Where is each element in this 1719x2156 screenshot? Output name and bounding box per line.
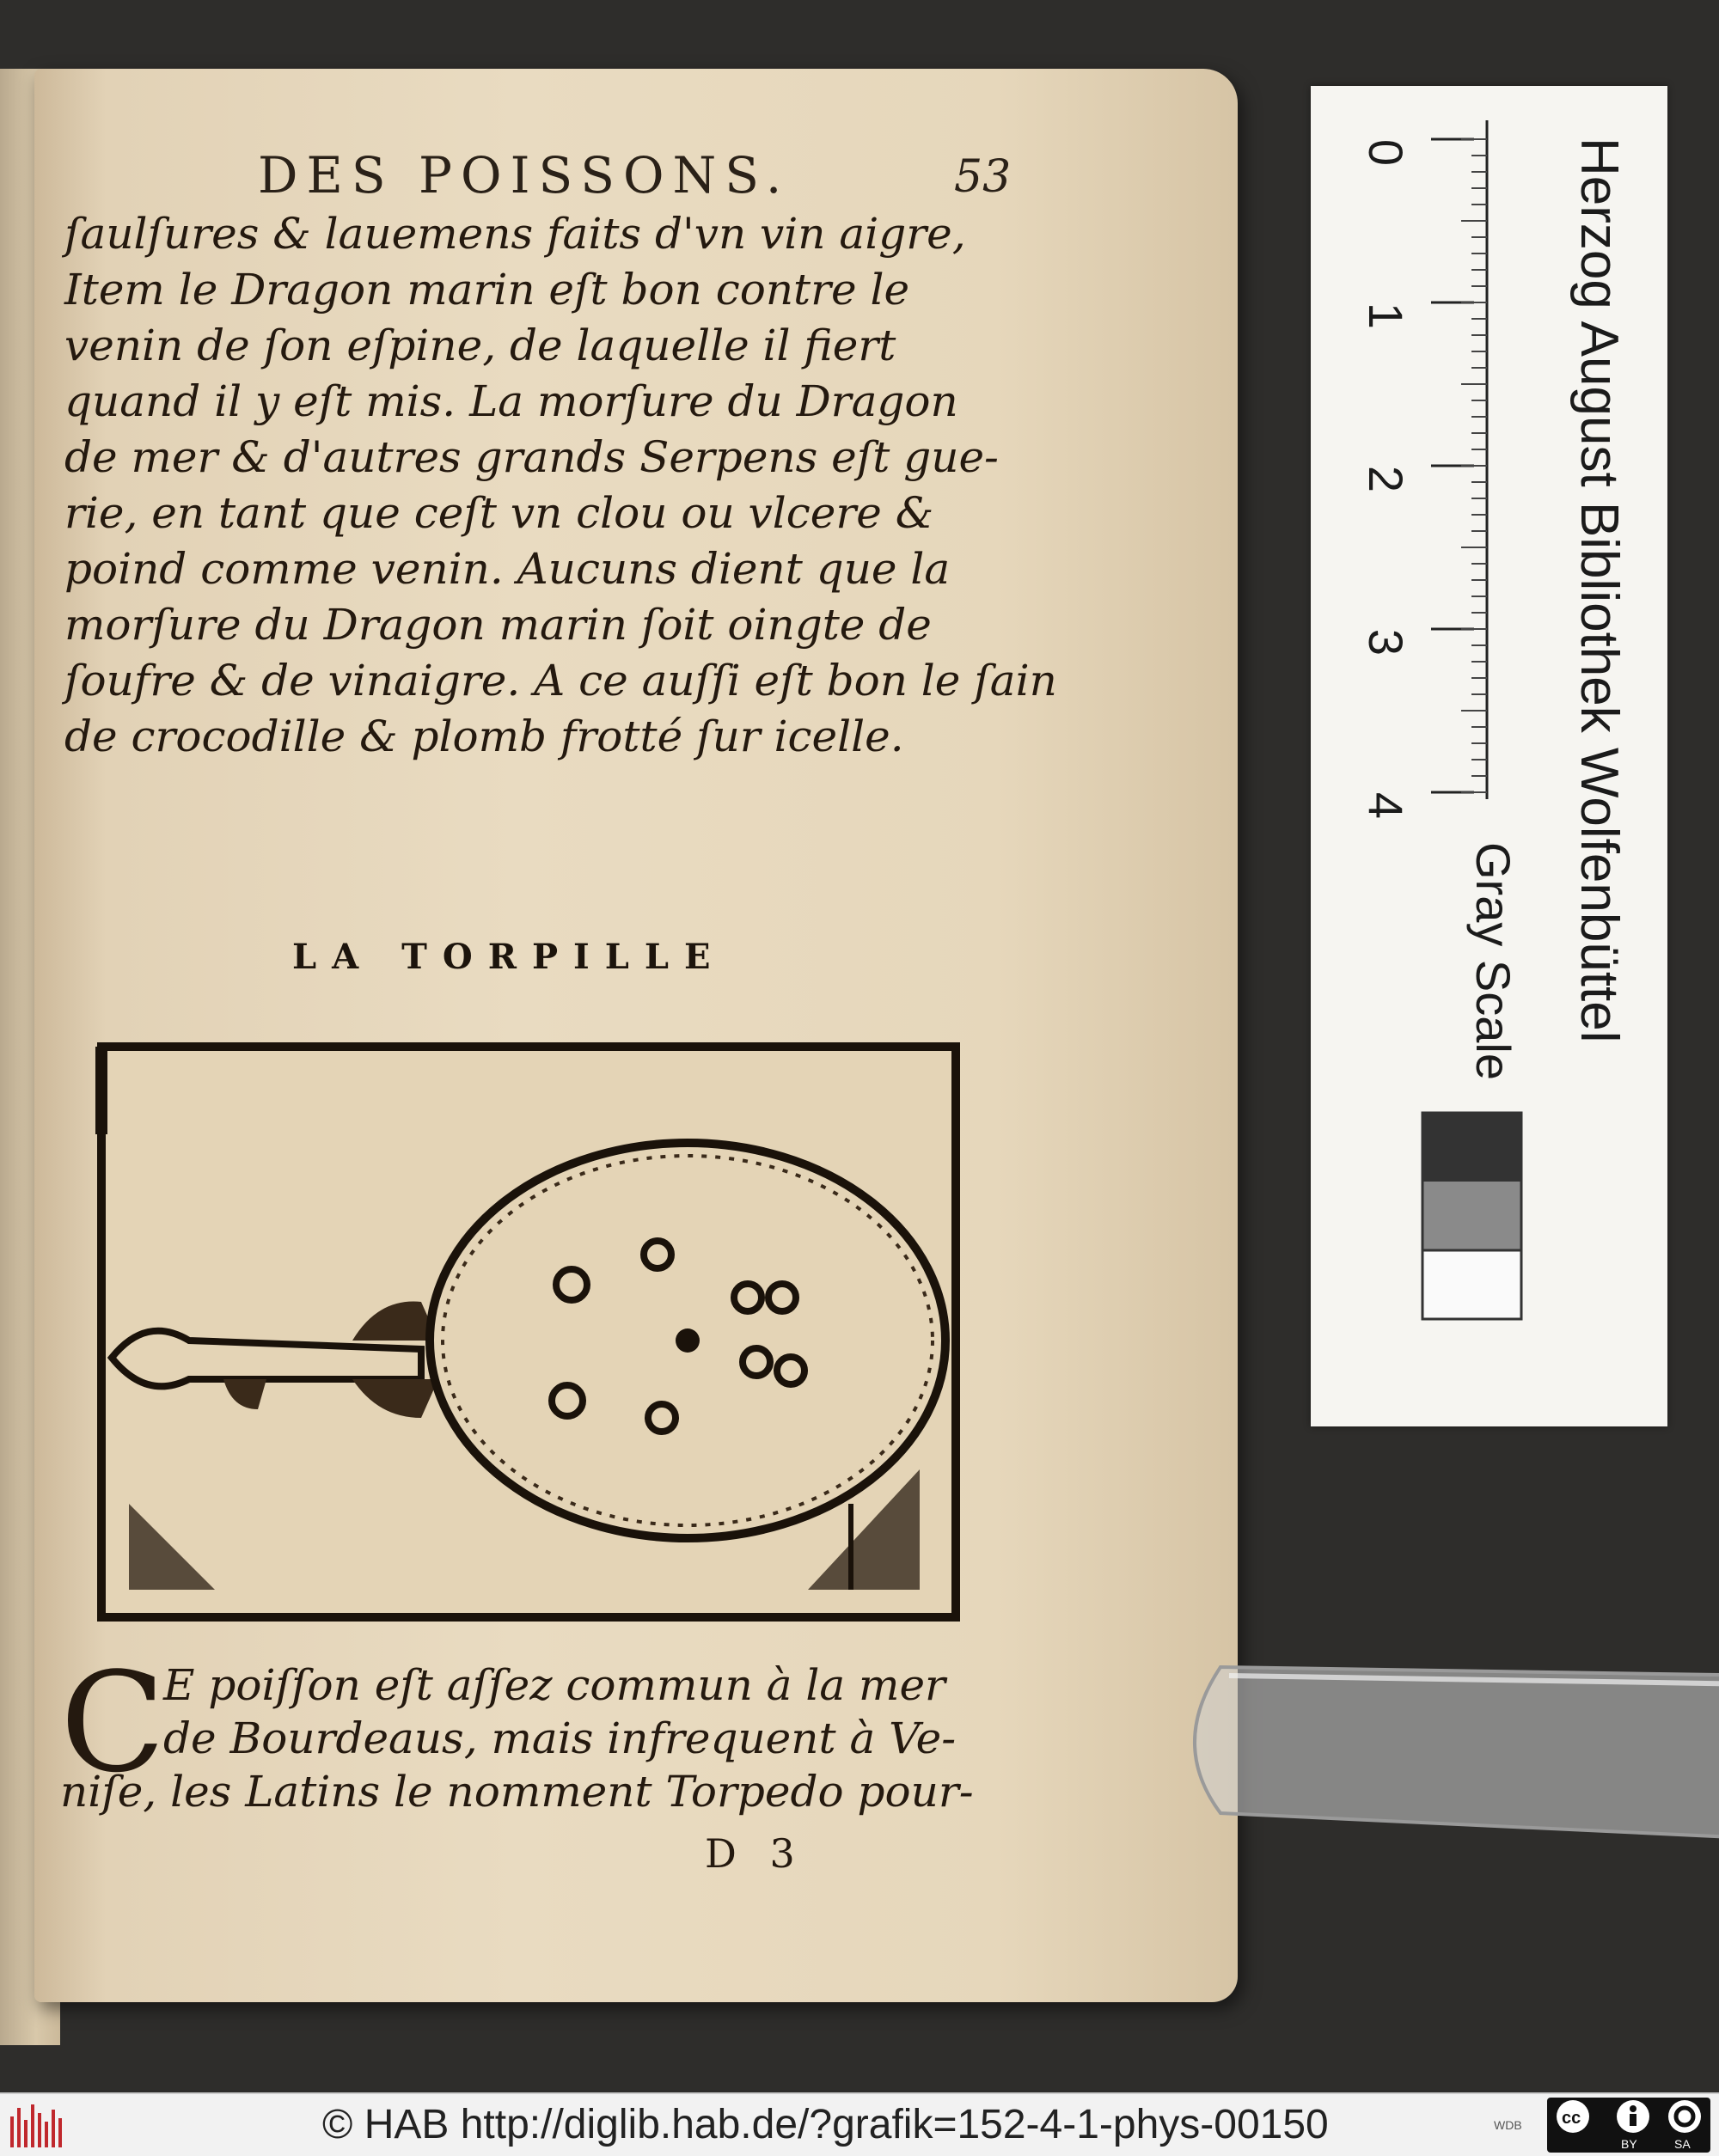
text-line: de crocodille & plomb frotté ſur icelle. [64,712,904,761]
page-number: 53 [954,151,1012,203]
gray-scale-label: Gray Scale [1466,842,1520,1080]
cc-by-sa-icon [1547,2098,1710,2135]
drop-capital: C [60,1642,166,1803]
running-title: DES POISSONS. [258,146,791,205]
page-header [223,146,1083,215]
copyright-url: © HAB http://diglib.hab.de/?grafik=152-4-1-phys-00150 [322,2102,1329,2147]
section-heading: LA TORPILLE [292,937,726,977]
ruler-number: 4 [1359,791,1414,820]
text-line: de mer & d'autres grands Serpens eſt gue- [64,432,999,482]
text-line: poind comme venin. Aucuns dient que la [64,544,951,594]
text-line: ſoufre & de vinaigre. A ce auſſi eſt bon le ſain [64,656,1057,705]
ruler-number: 2 [1359,465,1414,493]
ruler-number: 1 [1359,302,1414,330]
text-line: E poiſſon eſt aſſez commun à la mer [163,1660,945,1710]
text-line: venin de ſon eſpine, de laquelle il fiert [64,321,896,370]
text-line: quand il y eſt mis. La morſure du Dragon [64,376,958,426]
book-page [34,69,1238,2002]
text-line: ſaulſures & lauemens faits d'vn vin aigre, [64,209,966,259]
text-line: niſe, les Latins le nomment Torpedo pour- [60,1767,974,1817]
text-line: morſure du Dragon marin ſoit oingte de [64,600,932,650]
scale-ruler [1311,86,1667,1426]
text-line: Item le Dragon marin eſt bon contre le [64,265,910,315]
ruler-institution-label: Herzog August Bibliothek Wolfenbüttel [1569,137,1629,1043]
wdb-mark: WDB [1494,2118,1522,2132]
ruler-number: 3 [1359,628,1414,657]
text-line: de Bourdeaus, mais infrequent à Ve- [163,1713,957,1763]
hab-logo-icon [9,2101,69,2149]
body-text [64,206,1057,765]
cc-license-badge[interactable] [1547,2098,1710,2153]
svg-text:cc: cc [1562,2109,1581,2128]
license-by-label: BY [1621,2137,1637,2151]
signature-mark: D 3 [705,1830,805,1877]
ruler-number: 0 [1359,138,1414,167]
text-line: rie, en tant que ceſt vn clou ou vlcere & [64,488,934,538]
page-holder-spatula [1169,1650,1719,1848]
license-sa-label: SA [1674,2137,1691,2151]
footer-bar [0,2092,1719,2156]
torpedo-ray-woodcut [95,1040,963,1624]
